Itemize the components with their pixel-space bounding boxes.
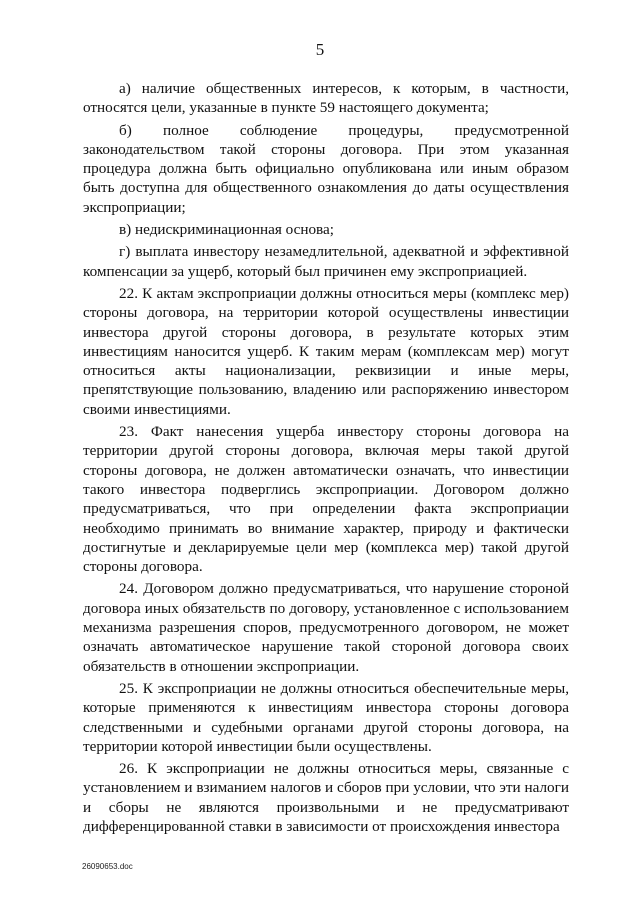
paragraph-22: 22. К актам экспроприации должны относиться меры (комплекс мер) стороны договора, на территории которой осуществлены инвестиции инвестора другой стороны договора, в результате которых этим инвестициям наносится ущерб. К таким мерам (комплексам мер) могут относиться акты национализации, реквизиции и иные меры, препятствующие пользованию, владению или распоряжению инвестором своими инвестициями.	[83, 284, 569, 418]
paragraph-24: 24. Договором должно предусматриваться, что нарушение стороной договора иных обязательств по договору, установленное с использованием механизма разрешения споров, предусмотренного договором, не может означать автоматическое нарушение такой стороной договора своих обязательств в отношении экспроприации.	[83, 580, 569, 675]
paragraph-23: 23. Факт нанесения ущерба инвестору стороны договора на территории другой стороны договора, включая меры такой другой стороны договора, не должен автоматически означать, что инвестиции такого инвестора подверглись экспроприации. Договором должно предусматриваться, что при определении факта экспроприации необходимо принимать во внимание характер, природу и фактически достигнутые и декларируемые цели мер (комплекса мер) такой другой стороны договора.	[83, 423, 569, 576]
paragraph-item-v: в) недискриминационная основа;	[119, 221, 334, 239]
paragraph-item-a: а) наличие общественных интересов, к которым, в частности, относятся цели, указанные в пункте 59 настоящего документа;	[83, 80, 569, 117]
page-number: 5	[315, 40, 325, 59]
footer-filename: 26090653.doc	[82, 862, 133, 871]
paragraph-26: 26. К экспроприации не должны относиться меры, связанные с установлением и взиманием налогов и сборов при условии, что эти налоги и сборы не являются произвольными и не предусматривают дифференцированной ставки в зависимости от происхождения инвестора	[83, 760, 569, 835]
paragraph-item-g: г) выплата инвестору незамедлительной, адекватной и эффективной компенсации за ущерб, который был причинен ему экспроприацией.	[83, 243, 569, 280]
document-body	[83, 79, 569, 836]
paragraph-25: 25. К экспроприации не должны относиться обеспечительные меры, которые применяются к инвестициям инвестора стороны договора следственными и судебными органами другой стороны договора, на территории которой инвестиции были осуществлены.	[83, 679, 569, 755]
paragraph-item-b: б) полное соблюдение процедуры, предусмотренной законодательством такой стороны договора. При этом указанная процедура должна быть официально опубликована или иным образом быть доступна для общественного ознакомления до даты осуществления экспроприации;	[83, 121, 569, 216]
